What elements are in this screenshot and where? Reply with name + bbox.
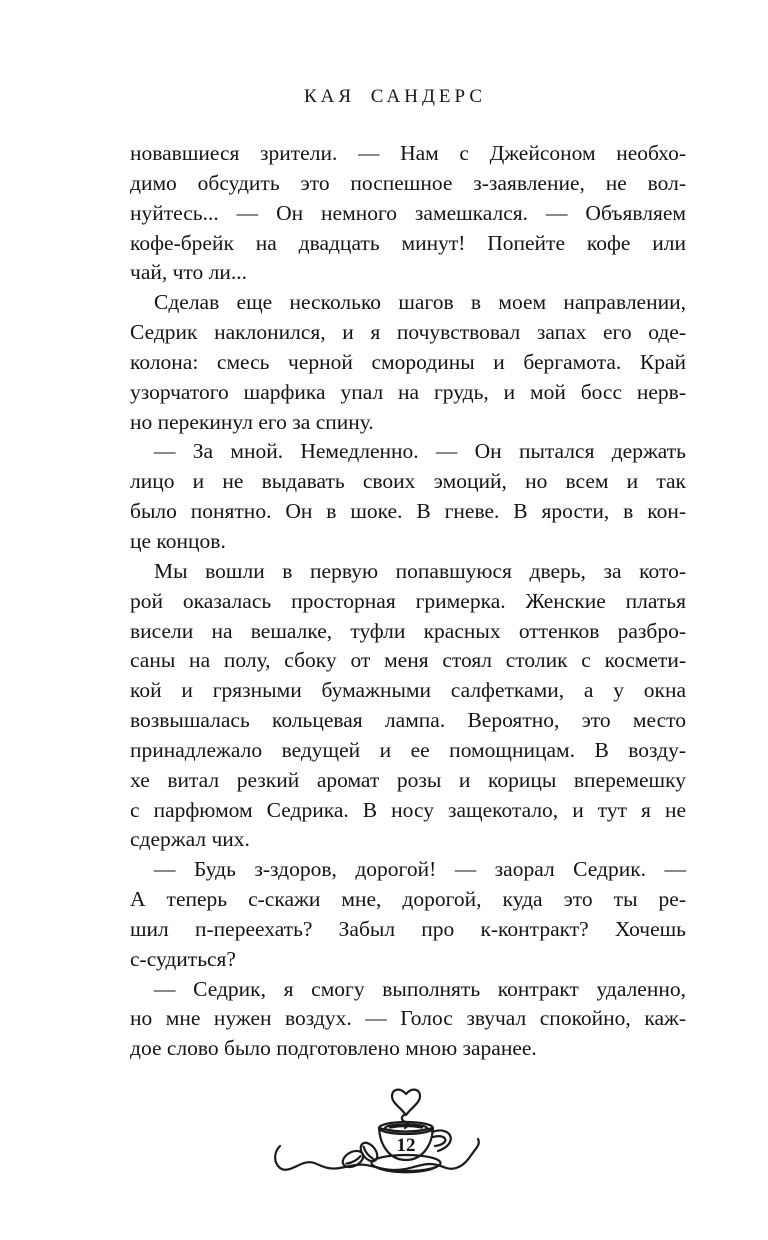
text-line: саны на полу, сбоку от меня стоял столик с космети- [130, 648, 686, 673]
text-line: висели на вешалке, туфли красных оттенков разбро- [130, 618, 686, 643]
text-line: хе витал резкий аромат розы и корицы вперемешку [130, 767, 686, 792]
cup-handle-icon [432, 1130, 451, 1151]
text-line: новавшиеся зрители. — Нам с Джейсоном необхо- [130, 141, 686, 165]
text-line: возвышалась кольцевая лампа. Вероятно, это место [130, 708, 686, 733]
text-line: но мне нужен воздух. — Голос звучал спокойно, каж- [130, 1006, 686, 1031]
text-line: димо обсудить это поспешное з-заявление, не вол- [130, 170, 686, 195]
text-line: Сделав еще несколько шагов в моем направлении, [154, 290, 686, 315]
text-line: колона: смесь черной смородины и бергамота. Край [130, 349, 686, 374]
text-line: рой оказалась просторная гримерка. Женские платья [130, 588, 686, 613]
text-line: дое слово было подготовлено мною заранее. [130, 1036, 537, 1061]
text-line: с-судиться? [130, 946, 236, 971]
text-line: кофе-брейк на двадцать минут! Попейте кофе или [130, 230, 686, 255]
text-line: — Седрик, я смогу выполнять контракт удаленно, [154, 976, 686, 1001]
text-line: Мы вошли в первую попавшуюся дверь, за кото- [154, 558, 686, 583]
text-line: сдержал чих. [130, 827, 250, 852]
text-line: лицо и не выдавать своих эмоций, но всем и так [130, 469, 686, 494]
text-line: было понятно. Он в шоке. В гневе. В ярости, в кон- [130, 499, 686, 524]
footer-decoration [272, 1078, 496, 1178]
text-line: це концов. [130, 528, 226, 553]
text-line: А теперь с-скажи мне, дорогой, куда это ты ре- [130, 887, 686, 912]
text-line: нуйтесь... — Он немного замешкался. — Объявляем [130, 200, 686, 225]
text-line: узорчатого шарфика упал на грудь, и мой босс нерв- [130, 379, 686, 404]
text-line: чай, что ли... [130, 260, 248, 285]
text-line: с парфюмом Седрика. В носу защекотало, и тут я не [130, 797, 686, 822]
text-line: шил п-переехать? Забыл про к-контракт? Хочешь [130, 916, 686, 941]
text-line: — Будь з-здоров, дорогой! — заорал Седрик. — [154, 857, 686, 882]
page-number: 12 [396, 1135, 416, 1156]
text-line: но перекинул его за спину. [130, 409, 374, 434]
text-line: принадлежало ведущей и ее помощницам. В возду- [130, 737, 686, 762]
heart-icon [392, 1090, 420, 1115]
text-line: кой и грязными бумажными салфетками, а у окна [130, 678, 686, 703]
text-line: — За мной. Немедленно. — Он пытался держать [154, 439, 686, 464]
running-header: КАЯ САНДЕРС [303, 86, 487, 107]
text-block [130, 139, 686, 1064]
text-line: Седрик наклонился, и я почувствовал запах его оде- [130, 320, 686, 345]
